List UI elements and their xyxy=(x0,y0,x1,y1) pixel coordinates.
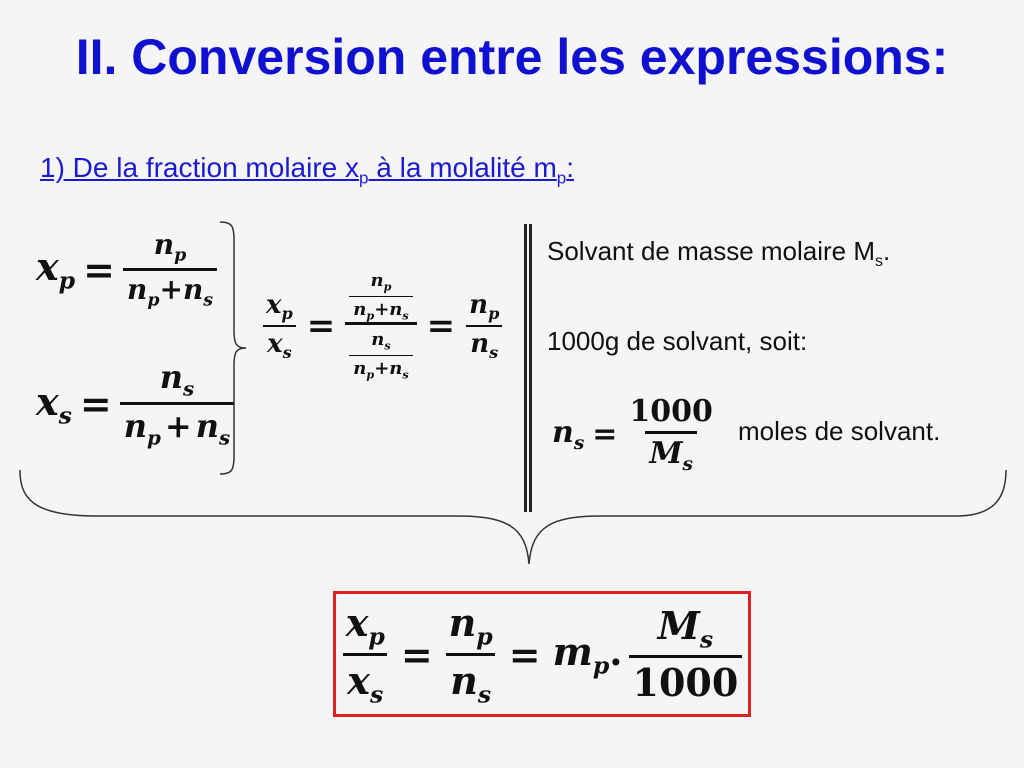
final-xp-xs-fraction: $\frac{x_p}{x_s}$ xyxy=(342,600,389,708)
bottom-curly-brace xyxy=(16,466,1010,568)
xs-fraction: $\frac{n_s}{n_p + n_s}$ xyxy=(120,358,234,450)
ratio-top-fraction: $\frac{n_p}{n_p+n_s}$ xyxy=(349,270,412,322)
ns-lhs: $n_s$ xyxy=(552,415,585,454)
slide-title: II. Conversion entre les expressions: xyxy=(75,29,949,85)
equation-ns xyxy=(552,394,717,475)
ratio-bottom-fraction: $\frac{n_s}{n_p+n_s}$ xyxy=(349,329,412,381)
subtitle-suffix: : xyxy=(566,152,575,183)
equation-xp xyxy=(36,228,217,310)
xs-equals: = xyxy=(79,381,112,427)
moles-of-solvent-text: moles de solvant. xyxy=(738,416,941,446)
ns-fraction: $\frac{1000}{M_s}$ xyxy=(629,394,713,475)
right-curly-brace xyxy=(218,220,258,476)
ratio-equals-2: = xyxy=(426,305,456,346)
final-equals-2: = xyxy=(508,631,541,677)
ratio-compound-fraction xyxy=(345,270,416,381)
final-equals-1: = xyxy=(400,631,433,677)
final-equation-box xyxy=(333,591,751,717)
xp-lhs: $x_p$ xyxy=(36,243,76,295)
xp-fraction: $\frac{n_p}{n_p+n_s}$ xyxy=(123,228,217,310)
equation-ratio xyxy=(262,270,503,381)
ratio-lhs-fraction: $\frac{x_p}{x_s}$ xyxy=(262,290,297,362)
ratio-equals-1: = xyxy=(306,305,336,346)
solvent-molar-mass-text: Solvant de masse molaire $M_s$. xyxy=(547,236,891,271)
final-ms-1000-fraction: $\frac{M_s}{1000}$ xyxy=(629,603,743,706)
solvent-mass-text: 1000g de solvant, soit: xyxy=(547,326,808,356)
section-subtitle xyxy=(40,152,574,189)
final-molality: $m_p$. xyxy=(552,628,623,680)
final-np-ns-fraction: $\frac{n_p}{n_s}$ xyxy=(445,600,497,708)
subtitle-sub-2: p xyxy=(556,168,567,188)
subtitle-prefix: 1) De la fraction molaire x xyxy=(40,152,360,183)
ns-equals: = xyxy=(592,417,618,452)
xp-equals: = xyxy=(83,246,115,292)
xs-lhs: $x_s$ xyxy=(36,378,72,430)
ratio-rhs-fraction: $\frac{n_p}{n_s}$ xyxy=(465,290,503,362)
equation-xs xyxy=(36,358,234,450)
subtitle-sub-1: p xyxy=(359,168,369,188)
subtitle-middle: à la molalité m xyxy=(368,152,557,183)
